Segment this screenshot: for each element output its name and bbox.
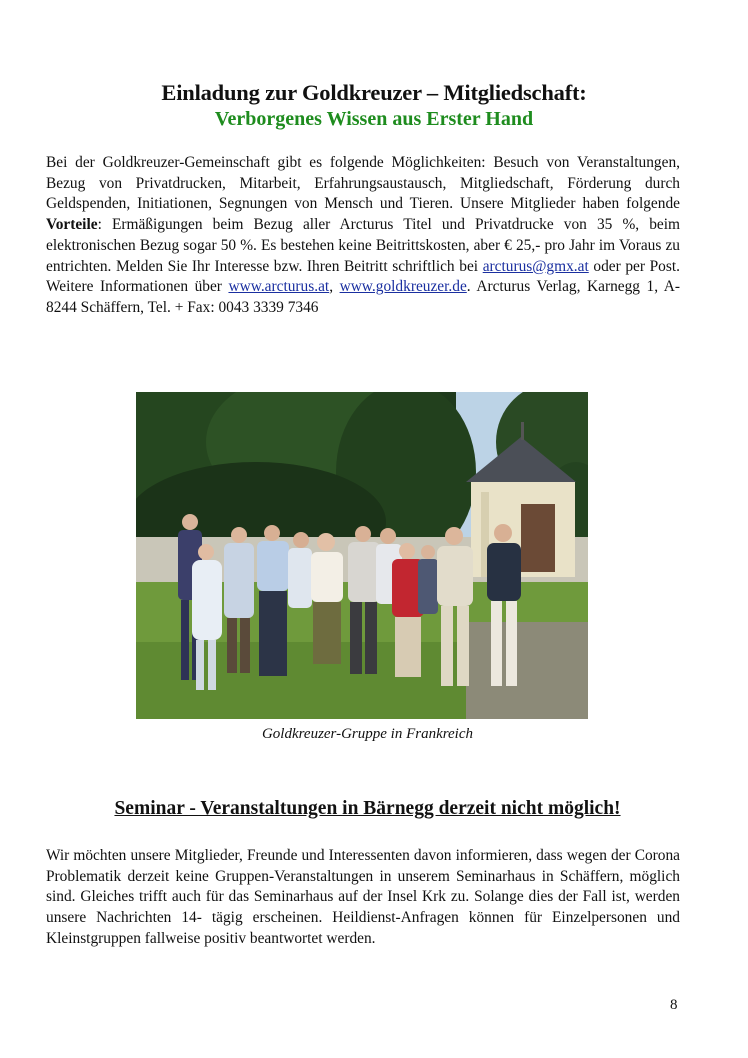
intro-text-4: . Arcturus Verlag, Karnegg 1, A-8244 Schäffern, Tel. + Fax: 0043 3339 7346 <box>46 278 680 316</box>
intro-text-3: oder per Post. Weitere Informationen über <box>46 257 680 296</box>
seminar-heading: Seminar - Veranstaltungen in Bärnegg derzeit nicht möglich! <box>114 798 621 819</box>
arcturus-link[interactable]: www.arcturus.at <box>228 278 330 296</box>
seminar-paragraph: Wir möchten unsere Mitglieder, Freunde und Interessenten davon informieren, dass wegen der Corona Problematik derzeit keine Gruppen-Veranstaltungen in unserem Seminarhaus in Schäffern, möglich sind. Gleiches trifft auch für das Seminarhaus auf der Insel Krk zu. Solange dies der Fall ist, werden unsere Nachrichten 14- tägig erscheinen. Heildienst-Anfragen können für Einzelpersonen und Kleinstgruppen fallweise positiv beantwortet werden. <box>46 847 680 947</box>
intro-paragraph <box>46 153 680 319</box>
intro-text-2: : Ermäßigungen beim Bezug aller Arcturus Titel und Privatdrucke von 35 %, beim elektronischen Bezug sogar 50 %. Es bestehen keine Beitrittskosten, aber € 25,- pro Jahr im Voraus zu entrichten. Melden Sie Ihr Interesse bzw. Ihren Beitritt schriftlich bei <box>46 216 680 275</box>
photo-caption: Goldkreuzer-Gruppe in Frankreich <box>261 726 474 742</box>
intro-bold-vorteile: Vorteile <box>46 216 98 234</box>
page-number: 8 <box>670 997 678 1013</box>
page-subtitle: Verborgenes Wissen aus Erster Hand <box>214 108 534 130</box>
email-link[interactable]: arcturus@gmx.at <box>482 257 589 275</box>
intro-text-1: Bei der Goldkreuzer-Gemeinschaft gibt es folgende Möglichkeiten: Besuch von Veranstaltungen, Bezug von Privatdrucken, Mitarbeit, Erfahrungsaustausch, Mitgliedschaft, Förderung durch Geldspenden, Initiationen, Segnungen von Mensch und Tieren. Unsere Mitglieder haben folgende <box>46 154 680 213</box>
group-photo <box>136 392 588 719</box>
link-separator: , <box>329 278 340 296</box>
page-title: Einladung zur Goldkreuzer – Mitgliedschaft: <box>161 80 587 105</box>
goldkreuzer-link[interactable]: www.goldkreuzer.de <box>339 278 467 296</box>
